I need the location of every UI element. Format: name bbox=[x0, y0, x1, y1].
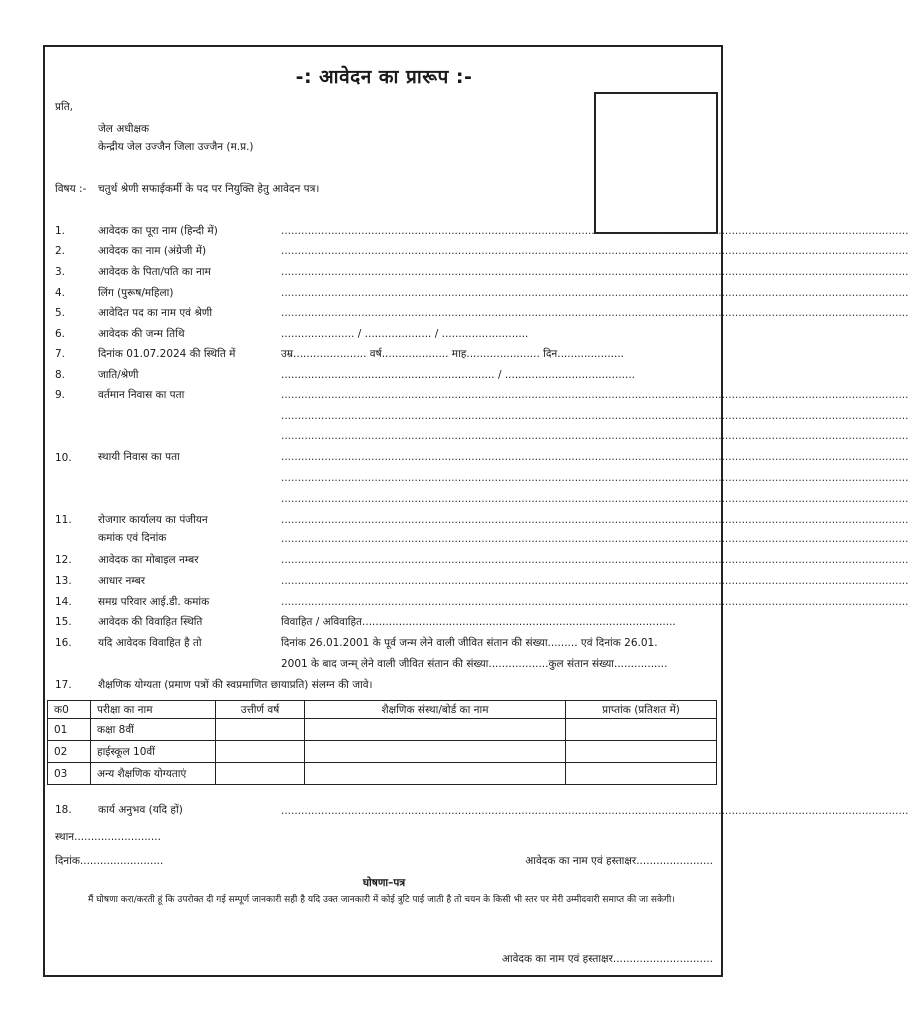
table-header: परीक्षा का नाम bbox=[91, 701, 216, 719]
field-input-age[interactable]: उम्र...................... वर्ष.................... माह...................... दिन.................... bbox=[281, 348, 625, 360]
table-cell-input[interactable] bbox=[305, 763, 566, 785]
applicant-signature-2[interactable]: आवेदक का नाम एवं हस्ताक्षर.............................. bbox=[501, 953, 713, 965]
field-number: 11. bbox=[55, 514, 72, 526]
field-input-caste-category[interactable]: ................................................................ / ....................................... bbox=[281, 369, 635, 381]
field-label-gender: लिंग (पुरूष/महिला) bbox=[98, 287, 174, 299]
table-header: शैक्षणिक संस्था/बोर्ड का नाम bbox=[305, 701, 566, 719]
table-cell-input[interactable] bbox=[216, 719, 305, 741]
field-number: 10. bbox=[55, 452, 72, 464]
field-input-post-name[interactable]: ............................................................................................................................................................................................ bbox=[281, 307, 908, 319]
field-label-current-address: वर्तमान निवास का पता bbox=[98, 389, 185, 401]
field-label-aadhaar: आधार नम्बर bbox=[98, 575, 146, 587]
field-input-aadhaar[interactable]: ............................................................................................................................................................................................ bbox=[281, 575, 908, 587]
addressee-prati: प्रति, bbox=[55, 101, 74, 113]
field-number: 14. bbox=[55, 596, 72, 608]
field-label-age-as-on: दिनांक 01.07.2024 की स्थिति में bbox=[98, 348, 236, 360]
field-input-gender[interactable]: ............................................................................................................................................................................................ bbox=[281, 287, 908, 299]
table-cell-input[interactable] bbox=[305, 719, 566, 741]
field-label-marital-status: आवेदक की विवाहित स्थिति bbox=[98, 616, 203, 628]
field-label-permanent-address: स्थायी निवास का पता bbox=[98, 451, 180, 463]
field-input-permanent-address-line1[interactable]: ............................................................................................................................................................................................ bbox=[281, 451, 908, 463]
field-input-permanent-address-line3[interactable]: ............................................................................................................................................................................................ bbox=[281, 493, 908, 505]
table-cell-input[interactable] bbox=[566, 719, 717, 741]
field-input-father-husband-name[interactable]: ............................................................................................................................................................................................ bbox=[281, 266, 908, 278]
field-number: 4. bbox=[55, 287, 66, 299]
field-label-mobile: आवेदक का मोबाइल नम्बर bbox=[98, 554, 199, 566]
field-input-employment-registration-line2[interactable]: ............................................................................................................................................................................................ bbox=[281, 533, 908, 545]
table-cell-input[interactable] bbox=[566, 741, 717, 763]
field-input-work-experience[interactable]: ............................................................................................................................................................................................ bbox=[281, 805, 908, 817]
field-number: 7. bbox=[55, 348, 66, 360]
field-input-samagra-id[interactable]: ............................................................................................................................................................................................ bbox=[281, 596, 908, 608]
table-cell: कक्षा 8वीं bbox=[91, 719, 216, 741]
field-input-current-address-line1[interactable]: ............................................................................................................................................................................................ bbox=[281, 389, 908, 401]
field-number: 18. bbox=[55, 804, 72, 816]
table-cell: 01 bbox=[48, 719, 91, 741]
field-number: 13. bbox=[55, 575, 72, 587]
table-cell: 03 bbox=[48, 763, 91, 785]
table-header: उत्तीर्ण वर्ष bbox=[216, 701, 305, 719]
field-number: 9. bbox=[55, 389, 66, 401]
addressee-line2: केन्द्रीय जेल उज्जैन जिला उज्जैन (म.प्र.) bbox=[98, 141, 254, 153]
subject-label: विषय :- bbox=[55, 183, 87, 195]
date-field[interactable]: दिनांक......................... bbox=[55, 855, 164, 867]
table-cell: अन्य शैक्षणिक योग्यताएं bbox=[91, 763, 216, 785]
field-label-caste-category: जाति/श्रेणी bbox=[98, 369, 139, 381]
field-input-current-address-line2[interactable]: ............................................................................................................................................................................................ bbox=[281, 410, 908, 422]
declaration-text bbox=[55, 893, 720, 907]
table-cell-input[interactable] bbox=[216, 741, 305, 763]
declaration-body: मैं घोषणा करा/करती हूं कि उपरोक्त दी गई सम्पूर्ण जानकारी सही है यदि उक्त जानकारी में कोई त्रुटि पाई जाती है तो चयन के किसी भी स्तर पर मेरी उम्मीदवारी समाप्त की जा सकेगी। bbox=[88, 895, 675, 905]
declaration-title: घोषणा–पत्र bbox=[362, 877, 406, 889]
table-header: प्राप्तांक (प्रतिशत में) bbox=[566, 701, 717, 719]
place-field[interactable]: स्थान.......................... bbox=[55, 831, 161, 843]
field-input-permanent-address-line2[interactable]: ............................................................................................................................................................................................ bbox=[281, 472, 908, 484]
field-number: 5. bbox=[55, 307, 66, 319]
field-label-post-name: आवेदित पद का नाम एवं श्रेणी bbox=[98, 307, 213, 319]
table-cell: हाईस्कूल 10वीं bbox=[91, 741, 216, 763]
field-number: 2. bbox=[55, 245, 66, 257]
field-label-father-husband-name: आवेदक के पिता/पति का नाम bbox=[98, 266, 211, 278]
table-cell: 02 bbox=[48, 741, 91, 763]
field-label-full-name-hindi: आवेदक का पूरा नाम (हिन्दी में) bbox=[98, 225, 218, 237]
field-input-current-address-line3[interactable]: ............................................................................................................................................................................................ bbox=[281, 430, 908, 442]
table-cell-input[interactable] bbox=[566, 763, 717, 785]
field-input-employment-registration[interactable]: ............................................................................................................................................................................................ bbox=[281, 514, 908, 526]
field-number: 6. bbox=[55, 328, 66, 340]
field-number: 16. bbox=[55, 637, 72, 649]
education-table bbox=[47, 700, 717, 785]
field-label-employment-registration-line2: कमांक एवं दिनांक bbox=[98, 532, 167, 544]
field-label-education: शैक्षणिक योग्यता (प्रमाण पत्रों की स्वप्रमाणित छायाप्रति) संलग्न की जावे। bbox=[98, 679, 373, 691]
field-label-name-english: आवेदक का नाम (अंग्रेजी में) bbox=[98, 245, 207, 257]
field-number: 8. bbox=[55, 369, 66, 381]
field-number: 3. bbox=[55, 266, 66, 278]
field-input-children-after[interactable]: 2001 के बाद जन्म् लेने वाली जीवित संतान की संख्या..................कुल संतान संख्या................ bbox=[281, 658, 668, 670]
field-input-mobile[interactable]: ............................................................................................................................................................................................ bbox=[281, 554, 908, 566]
table-cell-input[interactable] bbox=[305, 741, 566, 763]
field-input-full-name-hindi[interactable]: ............................................................................................................................................................................................ bbox=[281, 225, 908, 237]
table-header-row bbox=[48, 701, 717, 719]
field-label-work-experience: कार्य अनुभव (यदि हों) bbox=[98, 804, 183, 816]
table-row bbox=[48, 741, 717, 763]
subject-text: चतुर्थ श्रेणी सफाईकर्मी के पद पर नियुक्ति हेतु आवेदन पत्र। bbox=[98, 183, 320, 195]
table-row bbox=[48, 763, 717, 785]
field-label-samagra-id: समग्र परिवार आई.डी. कमांक bbox=[98, 596, 210, 608]
form-title: -: आवेदन का प्रारूप :- bbox=[295, 66, 473, 88]
table-cell-input[interactable] bbox=[216, 763, 305, 785]
addressee-line1: जेल अधीक्षक bbox=[98, 123, 150, 135]
field-label-employment-registration: रोजगार कार्यालय का पंजीयन bbox=[98, 514, 208, 526]
table-row bbox=[48, 719, 717, 741]
applicant-signature-1[interactable]: आवेदक का नाम एवं हस्ताक्षर....................... bbox=[525, 855, 713, 867]
field-number: 1. bbox=[55, 225, 66, 237]
field-input-marital-status[interactable]: विवाहित / अविवाहित.............................................................................................. bbox=[281, 616, 676, 628]
field-input-children-before[interactable]: दिनांक 26.01.2001 के पूर्व जन्म लेने वाली जीवित संतान की संख्या......... एवं दिनांक 26.01. bbox=[281, 637, 658, 649]
field-number: 12. bbox=[55, 554, 72, 566]
field-label-if-married: यदि आवेदक विवाहित है तो bbox=[98, 637, 202, 649]
table-header: क0 bbox=[48, 701, 91, 719]
field-number: 15. bbox=[55, 616, 72, 628]
field-input-dob[interactable]: ...................... / .................... / .......................... bbox=[281, 328, 529, 340]
field-number: 17. bbox=[55, 679, 72, 691]
photo-box[interactable] bbox=[594, 92, 718, 234]
field-input-name-english[interactable]: ............................................................................................................................................................................................ bbox=[281, 245, 908, 257]
field-label-dob: आवेदक की जन्म तिथि bbox=[98, 328, 185, 340]
